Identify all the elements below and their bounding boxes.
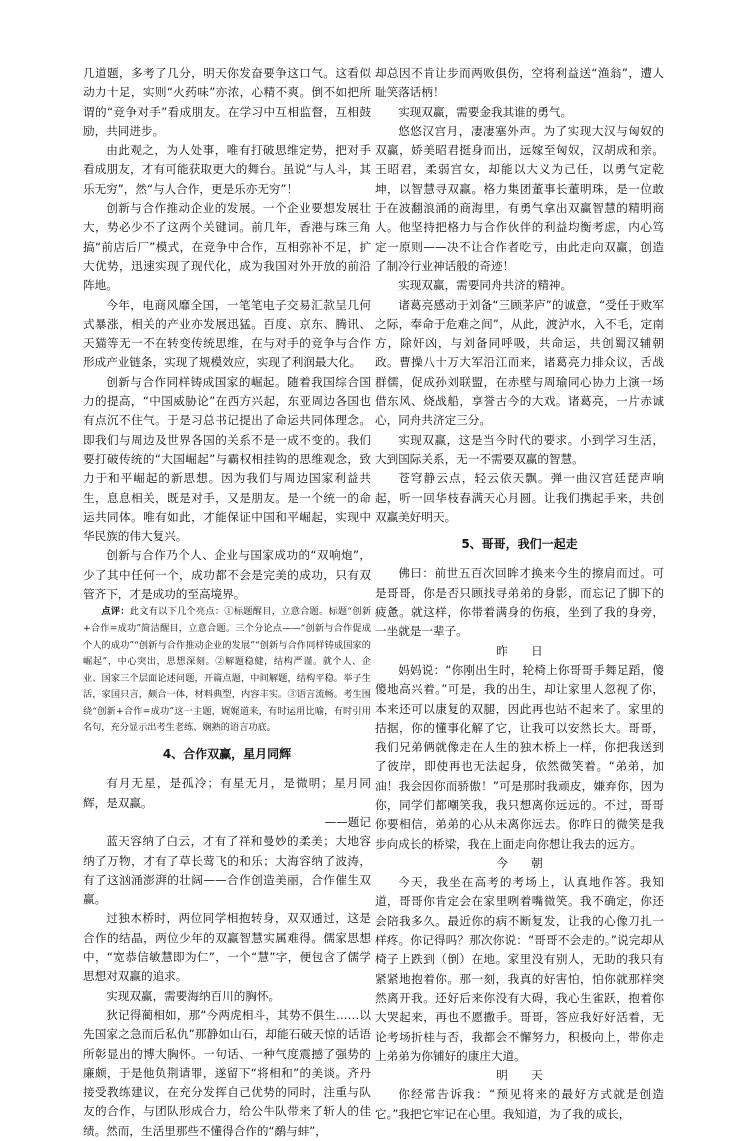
paragraph: 狄记得蔺相如，那“今两虎相斗，其势不俱生……以先国家之急而后私仇”那静如山石，却能石破天惊的话语所彰显出的博大胸怀。一句话、一种气度震撼了强势的廉颇，于是他负荆请罪，遂留下“将相和”的美谈。齐丹接受教练建议，在充分发挥自己优势的同时，注重与队友的合作，与团队形成合力，给公牛队带来了斩人的佳绩。然而，生活里那些不懂得合作的“鹬与蚌”，	[83, 1007, 371, 1138]
comment-text: 此文有以下几个亮点：①标题醒目，立意合题。标题“创新+合作=成功”简洁醒目，立意合题。三个分论点——“创新与合作促成个人的成功”“创新与合作推动企业的发展”“创新与合作同样铸成国家的崛起”，中心突出，思想深刻。②解题稳健，结构严谨。就个人、企业、国家三个层面论述问题，开篇点题，中间解题，结构平稳。举子生活，家国只言，颇合一体，材料典型，内容丰实。③语言流畅。考生围绕“创新+合作=成功”这一主题，娓娓道来，有时运用比喻，有时引用名句，充分显示出考生老练、娴熟的语言功底。	[83, 606, 372, 734]
paragraph: 佛曰：前世五百次回眸才换来今生的擦肩而过。可是哥哥，你是否只顾找寻弟弟的身影，而忘记了脚下的疲惫。就这样，你带着满身的伤痕，坐到了我的身旁，一坐就是一辈子。	[375, 566, 664, 639]
epigraph: 有月无星，是孤冷；有星无月，是微明；星月同辉，是双赢。	[83, 776, 371, 810]
section-4-title: 4、合作双赢，星月同辉	[162, 747, 292, 762]
paragraph: 实现双赢，需要海纳百川的胸怀。	[106, 988, 281, 1003]
subheading-tomorrow: 明天	[496, 1068, 566, 1083]
paragraph: 诸葛亮感动于刘备“三顾茅庐”的诚意，“受任于败军之际，奉命于危难之间”，从此，渡泸水，入不毛，定南方，除奸凶，与刘备同呼吸，共命运，共创蜀汉辅朝政。曹操八十万大军沿江而来，诸葛亮力排众议，舌战群儒，促成孙刘联盟，在赤壁与周瑜同心协力上演一场借东风、烧战船，享誉古今的大戏。诸葛亮，一片赤诚心，同舟共济定三分。	[375, 297, 664, 428]
subheading-yesterday: 昨日	[496, 643, 566, 658]
left-column	[83, 64, 371, 1141]
paragraph: 今年，电商风靡全国，一笔笔电子交易汇款呈几何式暴涨，相关的产业亦发展迅猛。百度、京东、腾讯、天猫等无一不在转变传统思维，在与对手的竞争与合作形成产业链条，实现了规模效应，实现了利润最大化。	[83, 297, 371, 370]
paragraph: 悠悠汉宫月，凄凄塞外声。为了实现大汉与匈奴的双赢，娇美昭君挺身而出，远嫁至匈奴，汉胡成和亲。王昭君，柔弱宫女，却能以大义为己任，以勇气定乾坤，以智慧寻双赢。格力集团董事长董明珠，是一位敢于在波翻浪涌的商海里，有勇气拿出双赢智慧的精明商人。他坚持把格力与合作伙伴的利益均衡考虑，内心笃定一原则——决不让合作者吃亏，由此走向双赢，创造了制冷行业神话般的奇迹！	[375, 123, 664, 273]
paragraph: 创新与合作推动企业的发展。一个企业要想发展壮大，势必少不了这两个关键词。前几年，香港与珠三角搞“前店后厂”模式，在竞争中合作，互相弥补不足，扩大优势，迅速实现了现代化，成为我国对外开放的前沿阵地。	[83, 201, 371, 293]
paragraph: 妈妈说：“你刚出生时，轮椅上你哥哥手舞足蹈，傻傻地高兴着。”可是，我的出生，却让家里人忽视了你，本来还可以康复的双腿，因此再也站不起来了。家里的拮据，你的懂事化解了它，让我可以安然长大。哥哥，我们兄弟俩就像走在人生的独木桥上一样，你把我送到了彼岸，即使再也无法起身，依然微笑着。“弟弟，加油！我会因你而骄傲！”可是那时我顽皮，嫌弃你，因为你，同学们都嘲笑我，我只想离你远远的。不过，哥哥你要相信，弟弟的心从未离你远去。你昨日的微笑是我步向成长的桥梁，我在上面走向你想让我去的远方。	[375, 662, 664, 851]
paragraph: 蓝天容纳了白云，才有了祥和曼妙的柔美；大地容纳了万物，才有了草长莺飞的和乐；大海容纳了波涛，有了这汹涌澎湃的壮阔——合作创造美丽，合作催生双赢。	[83, 834, 371, 907]
subheading-today: 今朝	[496, 855, 566, 870]
teacher-comment	[83, 604, 371, 737]
section-5-title: 5、哥哥，我们一起走	[461, 537, 578, 552]
paragraph: 却总因不肯让步而两败俱伤，空将利益送“渔翁”，遭人耻笑落话柄！	[375, 66, 664, 100]
paragraph: 实现双赢，这是当今时代的要求。小到学习生活，大到国际关系，无一不需要双赢的智慧。	[375, 432, 664, 466]
comment-lead: 点评：	[101, 606, 130, 618]
paragraph: 实现双赢，需要同舟共济的精神。	[398, 278, 573, 293]
paragraph: 创新与合作乃个人、企业与国家成功的“双响炮”，少了其中任何一个，成功都不会是完美的成功，只有双管齐下，才是成功的至高境界。	[83, 548, 371, 602]
paragraph: 苍穹静云点，轻云依天飘。弹一曲汉宫廷琵声响起，听一回华枝春满天心月圆。让我们携起手来，共创双赢美好明天。	[375, 471, 664, 524]
paragraph: 创新与合作同样铸成国家的崛起。随着我国综合国力的提高，“中国威胁论”在西方兴起，东亚周边各国也有点沉不住气。于是习总书记提出了命运共同体理念。即我们与周边及世界各国的关系不是一成不变的。我们要打破传统的“大国崛起”与霸权相挂钩的思维观念，致力于和平崛起的新思想。因为我们与周边国家利益共生，息息相关，既是对手，又是朋友。是一个统一的命运共同体。唯有如此，才能保证中国和平崛起，实现中华民族的伟大复兴。	[83, 374, 371, 544]
paragraph: 实现双赢，需要金我其谁的勇气。	[398, 104, 573, 119]
epigraph-tag: ——题记	[324, 814, 371, 829]
right-column	[375, 64, 664, 1124]
paragraph: 你经常告诉我：“预见将来的最好方式就是创造它。”我把它牢记在心里。我知道，为了我的成长，	[375, 1087, 664, 1121]
paragraph: 今天，我坐在高考的考场上，认真地作答。我知道，哥哥你肯定会在家里咧着嘴微笑。我不确定，你还会陪我多久。最近你的病不断复发，让我的心像刀扎一样疼。你记得吗？那次你说：“哥哥不会走的。”说完却从椅子上跌到（倒）在地。家里没有别人，无助的我只有紧紧地抱着你。那一刻，我真的好害怕，怕你就那样突然离开我。还好后来你没有大碍，我心生雀跃，抱着你大哭起来，再也不愿撒手。哥哥，答应我好好活着，无论考场折桂与否，我都会不懈努力，积极向上，带你走上弟弟为你铺好的康庄大道。	[375, 875, 664, 1063]
paragraph: 过独木桥时，两位同学相抱转身，双双通过，这是合作的结晶，两位少年的双赢智慧实属难得。儒家思想中，“宽恭信敏慧即为仁”，一个“慧”字，便包含了儒学思想对双赢的追求。	[83, 911, 371, 984]
paragraph: 几道题，多考了几分，明天你发奋要争这口气。这看似动力十足，实则“火药味”亦浓，心精不爽。倒不如把所谓的“竞争对手”看成朋友。在学习中互相监督，互相鼓励，共同进步。	[83, 66, 371, 138]
paragraph: 由此观之，为人处事，唯有打破思维定势，把对手看成朋友，才有可能获取更大的舞台。虽说“与人斗，其乐无穷”，然“与人合作，更是乐亦无穷”！	[83, 143, 371, 196]
